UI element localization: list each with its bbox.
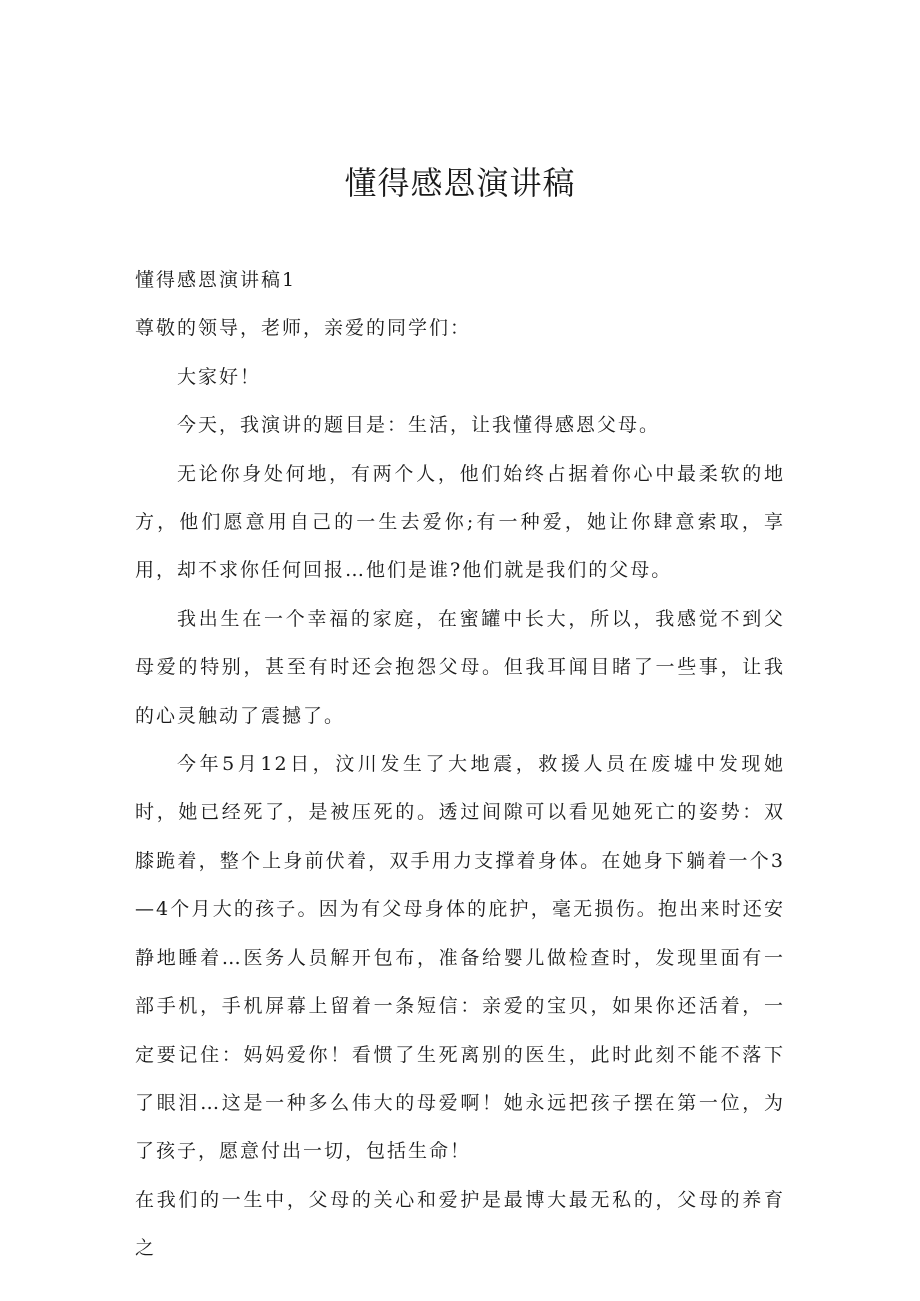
salutation: 尊敬的领导，老师，亲爱的同学们： [135, 317, 472, 340]
paragraph-parents-love: 无论你身处何地，有两个人，他们始终占据着你心中最柔软的地方，他们愿意用自己的一生去爱你;有一种爱，她让你肆意索取，享用，却不求你任何回报…他们是谁?他们就是我们的父母。 [135, 462, 785, 582]
paragraph-greeting: 大家好！ [177, 365, 262, 388]
document-title: 懂得感恩演讲稿 [344, 164, 576, 202]
section-heading: 懂得感恩演讲稿1 [135, 269, 297, 291]
paragraph-topic: 今天，我演讲的题目是：生活，让我懂得感恩父母。 [177, 414, 661, 437]
paragraph-closing: 在我们的一生中，父母的关心和爱护是最博大最无私的，父母的养育之 [135, 1188, 785, 1260]
paragraph-family: 我出生在一个幸福的家庭，在蜜罐中长大，所以，我感觉不到父母爱的特别，甚至有时还会抱怨父母。但我耳闻目睹了一些事，让我的心灵触动了震撼了。 [135, 607, 785, 727]
document-body [135, 256, 785, 1273]
paragraph-earthquake: 今年5月12日，汶川发生了大地震，救援人员在废墟中发现她时，她已经死了，是被压死的。透过间隙可以看见她死亡的姿势：双膝跪着，整个上身前伏着，双手用力支撑着身体。在她身下躺着一个3—4个月大的孩子。因为有父母身体的庇护，毫无损伤。抱出来时还安静地睡着…医务人员解开包布，准备给婴儿做检查时，发现里面有一部手机，手机屏幕上留着一条短信：亲爱的宝贝，如果你还活着，一定要记住：妈妈爱你！看惯了生死离别的医生，此时此刻不能不落下了眼泪…这是一种多么伟大的母爱啊！她永远把孩子摆在第一位，为了孩子，愿意付出一切，包括生命！ [135, 753, 785, 1163]
